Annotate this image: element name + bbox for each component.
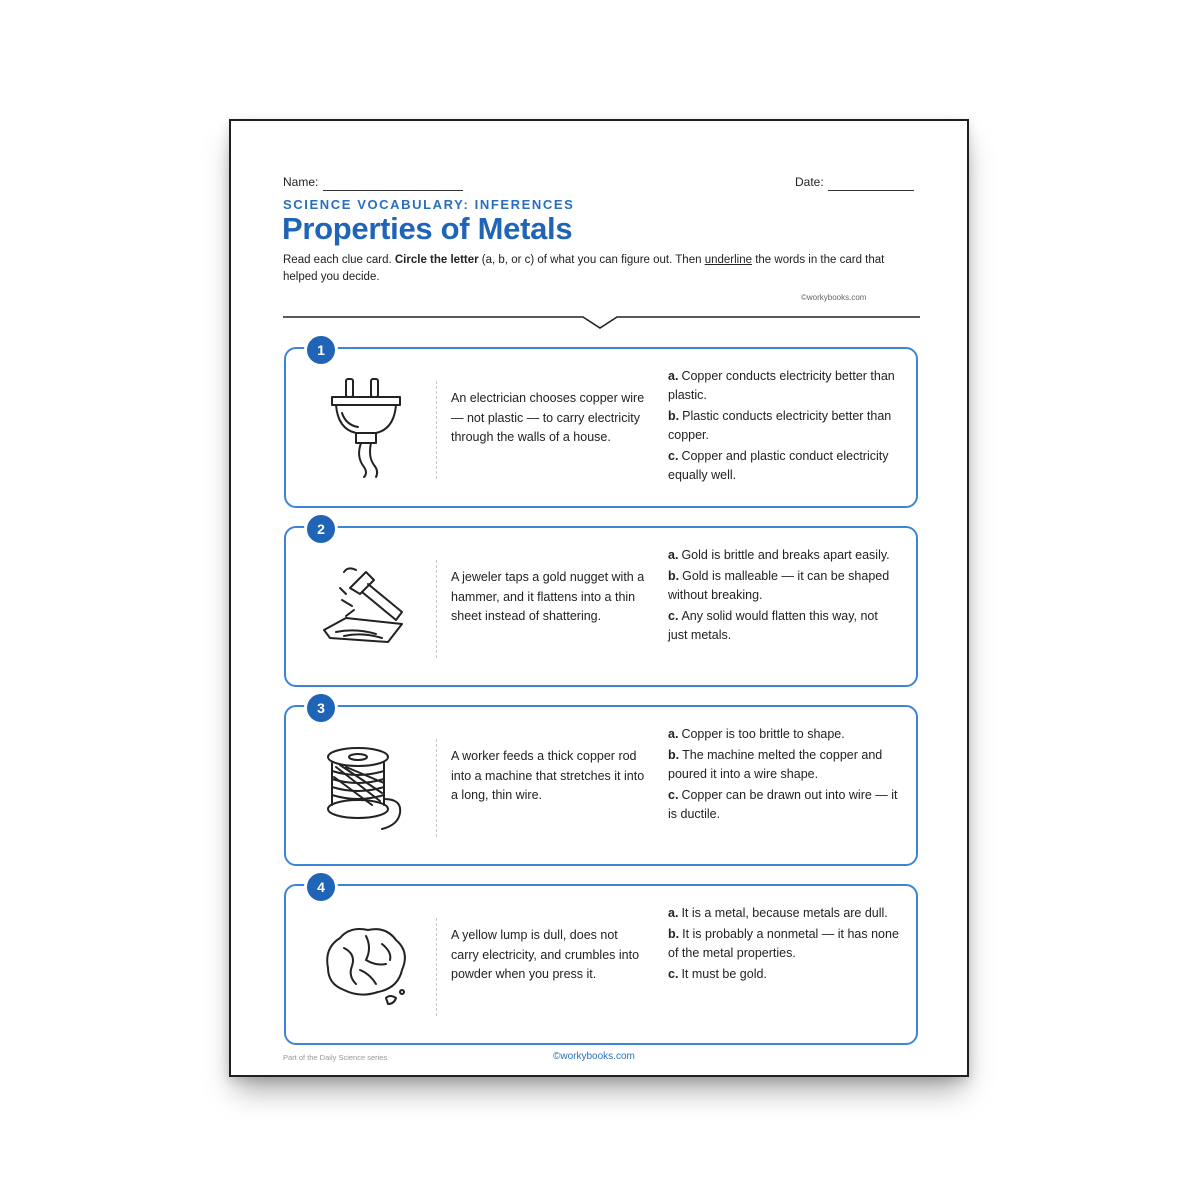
answer-option-a[interactable]	[668, 904, 900, 923]
answer-text: It is a metal, because metals are dull.	[681, 906, 888, 920]
answer-letter: b.	[668, 748, 680, 762]
answer-choices	[668, 546, 900, 647]
answer-text: Any solid would flatten this way, not just metals.	[668, 609, 878, 642]
worksheet-title: Properties of Metals	[282, 211, 573, 246]
clue-text: An electrician chooses copper wire — not plastic — to carry electricity through the walls of a house.	[451, 391, 645, 444]
answer-letter: c.	[668, 788, 679, 802]
answer-text: Gold is malleable — it can be shaped without breaking.	[668, 569, 890, 602]
answer-text: Copper and plastic conduct electricity equally well.	[668, 449, 889, 482]
instructions-part1: Read each clue card.	[283, 254, 395, 266]
answer-option-b[interactable]	[668, 746, 900, 784]
answer-choices	[668, 904, 900, 986]
answer-option-a[interactable]	[668, 725, 900, 744]
answer-choices	[668, 367, 900, 487]
card-number-badge: 3	[304, 691, 338, 725]
answer-letter: c.	[668, 967, 679, 981]
answer-option-a[interactable]	[668, 546, 900, 565]
answer-letter: a.	[668, 727, 679, 741]
answer-letter: a.	[668, 906, 679, 920]
answer-letter: b.	[668, 409, 680, 423]
hammer-icon	[316, 550, 416, 660]
clue-card-2	[284, 521, 918, 687]
answer-option-b[interactable]	[668, 407, 900, 445]
answer-text: Copper conducts electricity better than plastic.	[668, 369, 895, 402]
name-field	[283, 173, 463, 191]
answer-option-c[interactable]	[668, 607, 900, 645]
worksheet-page	[229, 119, 969, 1077]
answer-text: It is probably a nonmetal — it has none of the metal properties.	[668, 927, 899, 960]
wire-spool-icon	[316, 729, 416, 839]
clue-text: A yellow lump is dull, does not carry electricity, and crumbles into powder when you press it.	[451, 928, 640, 981]
date-label: Date:	[795, 175, 824, 189]
instructions-part3: the words in the card that helped you decide.	[283, 254, 885, 283]
rock-icon	[316, 908, 416, 1018]
clue-text: A jeweler taps a gold nugget with a hammer, and it flattens into a thin sheet instead of shattering.	[451, 570, 645, 623]
instructions-underline: underline	[704, 254, 753, 266]
answer-letter: b.	[668, 569, 680, 583]
worksheet-subtitle: SCIENCE VOCABULARY: INFERENCES	[283, 197, 575, 212]
answer-text: The machine melted the copper and poured it into a wire shape.	[668, 748, 883, 781]
clue-card-4	[284, 879, 918, 1045]
plug-icon	[316, 371, 416, 481]
answer-text: Copper is too brittle to shape.	[681, 727, 845, 741]
date-line[interactable]	[828, 178, 914, 191]
name-line[interactable]	[323, 178, 463, 191]
answer-text: Copper can be drawn out into wire — it is ductile.	[668, 788, 898, 821]
instructions-bold: Circle the letter	[394, 254, 479, 266]
series-footer: Part of the Daily Science series	[283, 1053, 388, 1062]
answer-option-b[interactable]	[668, 925, 900, 963]
answer-text: Plastic conducts electricity better than copper.	[668, 409, 892, 442]
card-separator	[436, 381, 437, 479]
clue-card-1	[284, 342, 918, 508]
clue-card-3	[284, 700, 918, 866]
answer-text: Gold is brittle and breaks apart easily.	[681, 548, 890, 562]
answer-option-c[interactable]	[668, 447, 900, 485]
answer-option-c[interactable]	[668, 786, 900, 824]
answer-text: It must be gold.	[681, 967, 767, 981]
name-label: Name:	[283, 175, 319, 189]
answer-option-a[interactable]	[668, 367, 900, 405]
instructions	[283, 252, 893, 286]
section-divider	[283, 301, 920, 331]
answer-letter: a.	[668, 548, 679, 562]
card-number-badge: 1	[304, 333, 338, 367]
clue-text: A worker feeds a thick copper rod into a machine that stretches it into a long, thin wire.	[451, 749, 645, 802]
answer-choices	[668, 725, 900, 826]
answer-letter: b.	[668, 927, 680, 941]
instructions-part2: (a, b, or c) of what you can figure out. Then	[478, 254, 705, 266]
answer-letter: a.	[668, 369, 679, 383]
copyright-note: ©workybooks.com	[801, 293, 867, 302]
card-number-badge: 2	[304, 512, 338, 546]
footer-link[interactable]: ©workybooks.com	[553, 1051, 635, 1062]
date-field	[795, 173, 914, 191]
answer-option-b[interactable]	[668, 567, 900, 605]
answer-letter: c.	[668, 609, 679, 623]
card-separator	[436, 739, 437, 837]
card-number-badge: 4	[304, 870, 338, 904]
card-separator	[436, 918, 437, 1016]
answer-letter: c.	[668, 449, 679, 463]
answer-option-c[interactable]	[668, 965, 900, 984]
card-separator	[436, 560, 437, 658]
